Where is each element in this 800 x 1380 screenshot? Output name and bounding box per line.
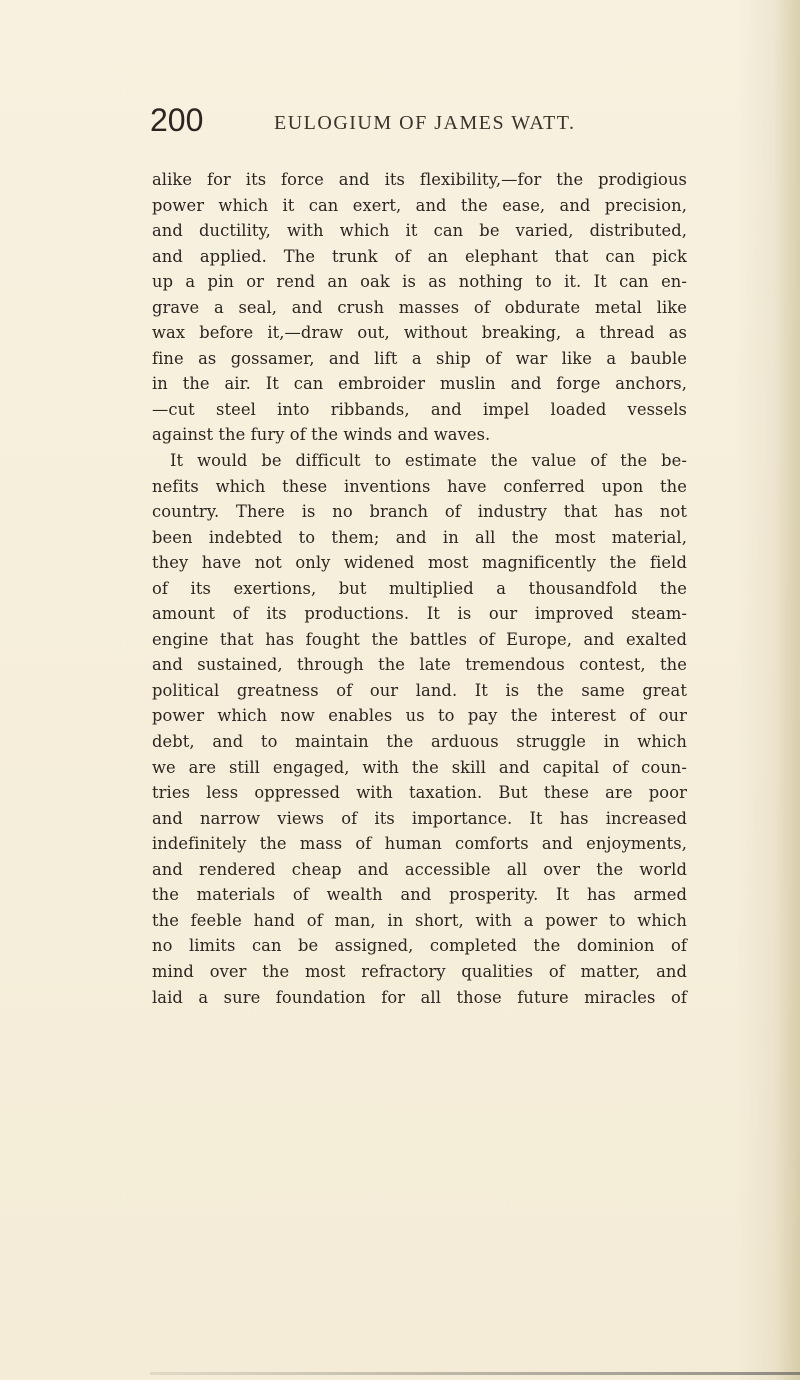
text-line: engine that has fought the battles of Europe, and exalted [152,629,687,649]
text-line: and applied. The trunk of an elephant that can pick [152,246,687,266]
text-line: It would be difficult to estimate the value of the be- [170,451,687,471]
text-line: and narrow views of its importance. It has increased [152,808,687,828]
text-line: amount of its productions. It is our improved steam- [152,604,687,624]
text-line: grave a seal, and crush masses of obdurate metal like [152,297,687,317]
page-number: 200 [150,102,204,138]
text-line: political greatness of our land. It is the same great [152,680,687,700]
text-line: power which it can exert, and the ease, and precision, [152,195,687,215]
text-line: the materials of wealth and prosperity. It has armed [152,885,687,905]
text-line: nefits which these inventions have conferred upon the [152,476,687,496]
text-line: power which now enables us to pay the interest of our [152,706,687,726]
text-line: tries less oppressed with taxation. But these are poor [152,783,687,803]
text-line: laid a sure foundation for all those future miracles of [152,987,687,1007]
text-line: they have not only widened most magnificently the field [152,553,687,573]
text-line: —cut steel into ribbands, and impel loaded vessels [152,399,687,419]
text-line: and rendered cheap and accessible all over the world [152,859,687,879]
text-line: been indebted to them; and in all the most material, [152,527,687,547]
text-line: we are still engaged, with the skill and capital of coun- [152,757,687,777]
text-line: alike for its force and its flexibility,—for the prodigious [152,170,687,189]
text-line: fine as gossamer, and lift a ship of war like a bauble [152,348,687,368]
running-head: EULOGIUM OF JAMES WATT. [274,112,576,134]
text-line: against the fury of the winds and waves. [152,425,491,445]
text-line: and sustained, through the late tremendous contest, the [152,655,687,675]
text-line: up a pin or rend an oak is as nothing to it. It can en- [152,272,687,292]
text-line: wax before it,—draw out, without breaking, a thread as [152,323,687,343]
text-line: of its exertions, but multiplied a thousandfold the [152,578,687,598]
text-line: debt, and to maintain the arduous struggle in which [152,732,687,752]
text-line: and ductility, with which it can be varied, distributed, [152,221,687,241]
text-line: mind over the most refractory qualities of matter, and [152,961,687,981]
page-header [150,100,670,140]
text-line: indefinitely the mass of human comforts and enjoyments, [152,834,687,854]
body-text [152,167,687,1010]
page-edge-shading [774,0,800,1380]
text-line: in the air. It can embroider muslin and forge anchors, [152,374,687,394]
text-line: country. There is no branch of industry that has not [152,502,687,522]
page-bottom-edge [150,1372,800,1375]
text-line: the feeble hand of man, in short, with a power to which [152,910,687,930]
text-line: no limits can be assigned, completed the dominion of [152,936,687,956]
